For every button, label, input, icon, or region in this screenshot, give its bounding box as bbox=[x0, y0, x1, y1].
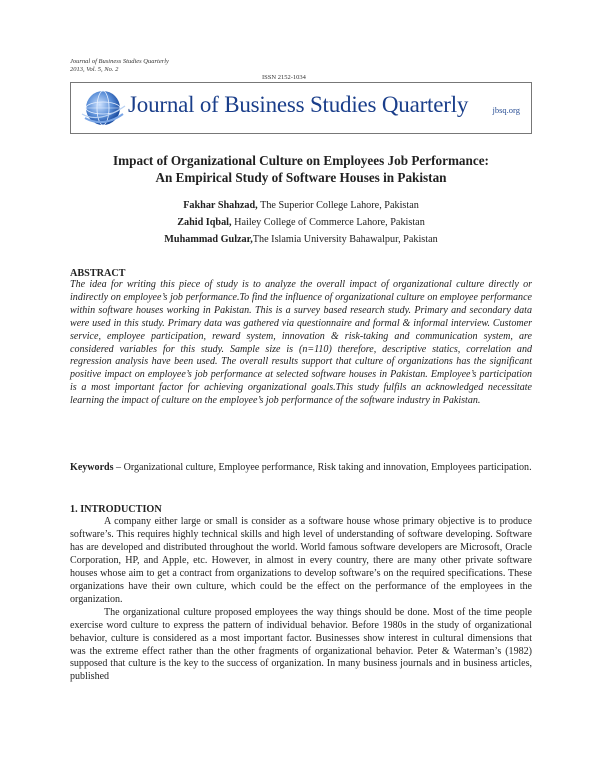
introduction-body bbox=[70, 516, 532, 684]
author-item: Fakhar Shahzad, The Superior College Lahore, Pakistan bbox=[183, 200, 419, 211]
issn: ISSN 2152-1034 bbox=[262, 74, 306, 81]
abstract-heading: ABSTRACT bbox=[70, 268, 126, 279]
author-item: Muhammad Gulzar,The Islamia University Bahawalpur, Pakistan bbox=[164, 234, 438, 245]
journal-volume: 2013, Vol. 5, No. 2 bbox=[70, 66, 119, 73]
keywords bbox=[70, 461, 532, 474]
author-item: Zahid Iqbal, Hailey College of Commerce Lahore, Pakistan bbox=[177, 217, 425, 228]
paper-title: Impact of Organizational Culture on Employees Job Performance: An Empirical Study of Software Houses in Pakistan bbox=[113, 153, 489, 185]
journal-website: jbsq.org bbox=[492, 105, 520, 115]
journal-banner bbox=[70, 82, 532, 134]
introduction-heading: 1. INTRODUCTION bbox=[70, 504, 162, 515]
paragraph: A company either large or small is consider as a software house whose primary objective is to produce software’s. This requires highly technical skills and high level of understanding of software developing. Software has are developed and distributed throughout the world. World famous software developers are Microsoft, Oracle Corporation, HP, and Apple, etc. However, in almost in every country, there are many other private software houses whose aim to get a contract from organizations to develop software’s on the required specifications. These organizations have their own culture, which could be the effect on the performance of the employees in the organization. bbox=[70, 516, 532, 605]
author-list bbox=[70, 197, 532, 248]
keywords-label: Keywords bbox=[70, 462, 114, 473]
journal-meta bbox=[70, 58, 169, 74]
journal-name-small: Journal of Business Studies Quarterly bbox=[70, 58, 169, 65]
journal-banner-title: Journal of Business Studies Quarterly bbox=[128, 92, 469, 117]
abstract-text: The idea for writing this piece of study is to analyze the overall impact of organizational culture directly or indirectly on employee’s job performance.To find the influence of organizational culture on employee performance within software houses working in Pakistan. This is a survey based research study. Primary and secondary data were used in this study. Primary data was gathered via questionnaire and formal & informal interview. Customer service, employee participation, reward system, innovation & risk-taking and communication system, are considered variables for this study. Sample size is (n=110) therefore, descriptive statics, correlation and regression analysis have been used. The overall results support that culture of organizations has the significant positive impact on employee’s job performance at selected software houses in Pakistan. Employee’s participation is a most important factor for achieving organizational goals.This study fulfils an acknowledged necessitate learning the impact of culture on the employee’s job performance of the software industry in Pakistan. bbox=[70, 279, 532, 407]
paragraph: The organizational culture proposed employees the way things should be done. Most of the time people exercise word culture to express the pattern of individual behavior. Before 1980s in the study of organizational behavior, culture is considered as a most important factor. Businesses show interest in cultural dimensions that was the extreme effect rather than the other fragments of organizational behavior. Peter & Waterman’s (1982) supposed that culture is the key to the success of organization. In many business journals and in business articles, published bbox=[70, 606, 532, 683]
keywords-text: – Organizational culture, Employee performance, Risk taking and innovation, Employees participation. bbox=[113, 462, 532, 473]
globe-icon bbox=[79, 84, 127, 137]
